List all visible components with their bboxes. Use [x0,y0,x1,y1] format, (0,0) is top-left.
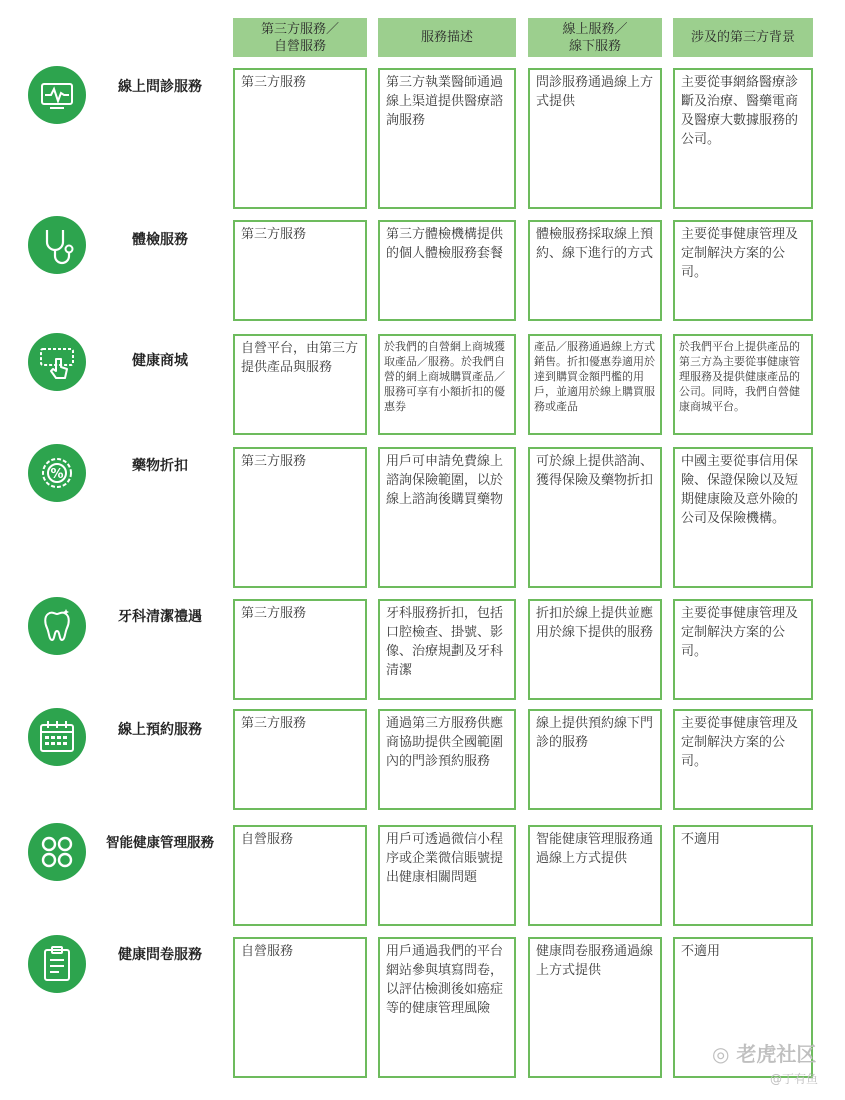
table-cell: 用戶通過我們的平台網站參與填寫問卷，以評估檢測後如癌症等的健康管理風險 [378,937,516,1078]
header-third-party: 涉及的第三方背景 [673,18,813,57]
table-cell: 用戶可申請免費線上諮詢保險範圍，以於線上諮詢後購買藥物 [378,447,516,588]
table-cell: 自營服務 [233,825,367,926]
table-cell: 問診服務通過線上方式提供 [528,68,662,209]
service-name: 牙科清潔禮遇 [118,609,202,625]
discount-percent-icon [28,444,86,502]
table-cell: 不適用 [673,937,813,1078]
header-description: 服務描述 [378,18,516,57]
table-cell: 於我們的自營網上商城獲取產品／服務。於我們自營的網上商城購買產品／服務可享有小額折扣的優惠券 [378,334,516,435]
table-cell: 健康問卷服務通過線上方式提供 [528,937,662,1078]
table-cell: 第三方服務 [233,220,367,321]
watermark-user: @丁有鱼 [770,1072,819,1086]
stethoscope-icon [28,216,86,274]
table-cell: 於我們平台上提供產品的第三方為主要從事健康管理服務及提供健康產品的公司。同時，我們自營健康商城平台。 [673,334,813,435]
table-cell: 主要從事網絡醫療診斷及治療、醫藥電商及醫療大數據服務的公司。 [673,68,813,209]
table-cell: 主要從事健康管理及定制解決方案的公司。 [673,709,813,810]
tooth-icon [28,597,86,655]
service-name: 線上問診服務 [118,79,202,95]
header-service-type: 第三方服務／ 自營服務 [233,18,367,57]
table-cell: 智能健康管理服務通過線上方式提供 [528,825,662,926]
table-cell: 主要從事健康管理及定制解決方案的公司。 [673,220,813,321]
table-cell: 第三方服務 [233,709,367,810]
table-cell: 第三方服務 [233,599,367,700]
clipboard-icon [28,935,86,993]
table-cell: 第三方服務 [233,68,367,209]
calendar-icon [28,708,86,766]
tiger-logo-icon: ◎ [712,1042,737,1066]
header-online-offline: 線上服務／ 線下服務 [528,18,662,57]
service-name: 健康問卷服務 [118,947,202,963]
svg-text:%: % [50,467,64,482]
table-cell: 第三方體檢機構提供的個人體檢服務套餐 [378,220,516,321]
table-cell: 主要從事健康管理及定制解決方案的公司。 [673,599,813,700]
service-name: 智能健康管理服務 [106,835,214,851]
table-cell: 折扣於線上提供並應用於線下提供的服務 [528,599,662,700]
table-cell: 產品／服務通過線上方式銷售。折扣優惠券適用於達到購買金額門檻的用戶，並適用於線上購買服務或產品 [528,334,662,435]
monitor-heartbeat-icon [28,66,86,124]
table-cell: 第三方執業醫師通過線上渠道提供醫療諮詢服務 [378,68,516,209]
service-name: 線上預約服務 [118,722,202,738]
table-cell: 用戶可透過微信小程序或企業微信賬號提出健康相關問題 [378,825,516,926]
table-cell: 自營服務 [233,937,367,1078]
service-name: 體檢服務 [132,232,188,248]
table-cell: 牙科服務折扣，包括口腔檢查、掛號、影像、治療規劃及牙科清潔 [378,599,516,700]
clover-icon [28,823,86,881]
touch-screen-icon [28,333,86,391]
table-cell: 通過第三方服務供應商協助提供全國範圍內的門診預約服務 [378,709,516,810]
table-cell: 第三方服務 [233,447,367,588]
table-cell: 線上提供預約線下門診的服務 [528,709,662,810]
watermark-brand: ◎ 老虎社区 [712,1042,817,1066]
table-cell: 可於線上提供諮詢、獲得保險及藥物折扣 [528,447,662,588]
service-name: 藥物折扣 [132,458,188,474]
table-cell: 自營平台，由第三方提供產品與服務 [233,334,367,435]
table-cell: 不適用 [673,825,813,926]
table-cell: 中國主要從事信用保險、保證保險以及短期健康險及意外險的公司及保險機構。 [673,447,813,588]
service-name: 健康商城 [132,353,188,369]
table-cell: 體檢服務採取線上預約、線下進行的方式 [528,220,662,321]
